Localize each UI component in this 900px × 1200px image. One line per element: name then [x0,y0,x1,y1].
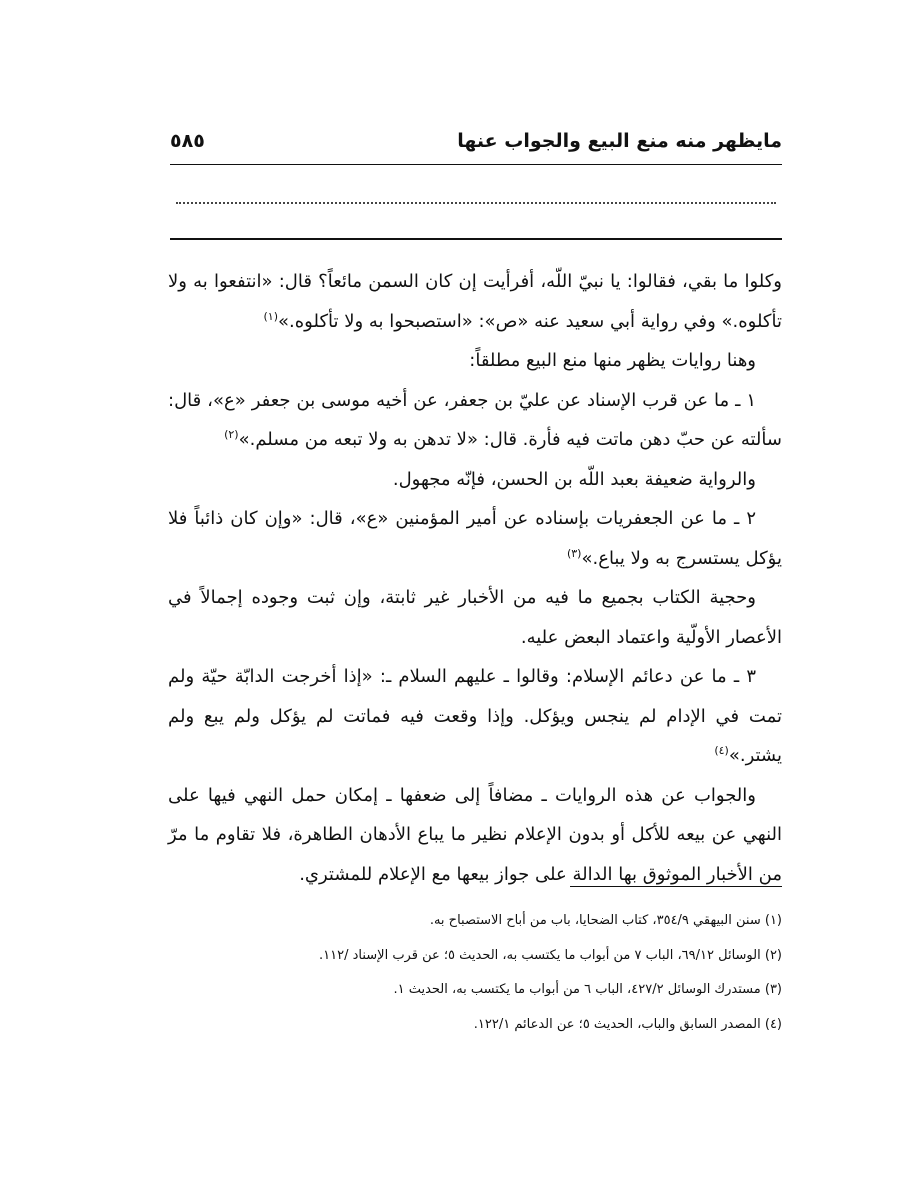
paragraph [168,341,782,381]
footnote-ref: (٣) [566,546,582,560]
paragraph-text: وكلوا ما بقي، فقالوا: يا نبيّ اللّه، أفرأيت إن كان السمن مائعاً؟ قال: «انتفعوا به ولا تأكلوه.» وفي رواية أبي سعيد عنه «ص»: «استصبحوا به ولا تأكلوه.» [168,271,782,332]
paragraph [168,578,782,657]
paragraph-text: ١ ـ ما عن قرب الإسناد عن عليّ بن جعفر، عن أخيه موسى بن جعفر «ع»، قال: سألته عن حبّ دهن ماتت فيه فأرة. قال: «لا تدهن به ولا تبعه من مسلم.» [168,389,782,450]
running-head [170,128,782,160]
header-rule [170,164,782,165]
page-number: ٥٨٥ [170,130,205,152]
footnote-rule [570,886,782,887]
running-head-title: مايظهر منه منع البيع والجواب عنها [457,130,782,152]
paragraph [168,776,782,895]
paragraph [168,381,782,460]
footnote-ref: (١) [263,309,279,323]
paragraph [168,499,782,578]
paragraph-text: والجواب عن هذه الروايات ـ مضافاً إلى ضعفها ـ إمكان حمل النهي فيها على النهي عن بيعه للأكل أو بدون الإعلام نظير ما يباع الأدهان الطاهرة، فلا تقاوم ما مرّ من الأخبار الموثوق بها الدالة على جواز بيعها مع الإعلام للمشتري. [168,784,782,885]
footnote: (٣) مستدرك الوسائل ٤٢٧/٢، الباب ٦ من أبواب ما يكتسب به، الحديث ١. [393,982,782,997]
footnotes [200,904,782,1042]
paragraph-text: والرواية ضعيفة بعبد اللّه بن الحسن، فإنّه مجهول. [392,468,756,490]
paragraph [168,460,782,500]
paragraph-text: وحجية الكتاب بجميع ما فيه من الأخبار غير ثابتة، وإن ثبت وجوده إجمالاً في الأعصار الأولّية واعتماد البعض عليه. [168,587,782,648]
footnote: (١) سنن البيهقي ٣٥٤/٩، كتاب الضحايا، باب من أباح الاستصباح به. [429,913,782,928]
dotted-separator [176,202,776,204]
footnote: (٢) الوسائل ٦٩/١٢، الباب ٧ من أبواب ما يكتسب به، الحديث ٥؛ عن قرب الإسناد /١١٢. [318,947,782,963]
paragraph-text: ٢ ـ ما عن الجعفريات بإسناده عن أمير المؤمنين «ع»، قال: «وإن كان ذائباً فلا يؤكل يستسرج به ولا يباع.» [168,508,782,569]
footnote-ref: (٢) [224,428,239,441]
footnote: (٤) المصدر السابق والباب، الحديث ٥؛ عن الدعائم ١٢٢/١. [473,1016,782,1032]
footnote-ref: (٤) [714,744,729,757]
paragraph-text: ٣ ـ ما عن دعائم الإسلام: وقالوا ـ عليهم السلام ـ: «إذا أخرجت الدابّة حيّة ولم تمت في الإدام لم ينجس ويؤكل. وإذا وقعت فيه فماتت لم يؤكل ولم يبع ولم يشتر.» [168,666,782,766]
paragraph [168,657,782,776]
paragraph-text: وهنا روايات يظهر منها منع البيع مطلقاً: [469,350,756,371]
section-rule [170,238,782,240]
paragraph [168,262,782,341]
body-text [168,262,782,894]
